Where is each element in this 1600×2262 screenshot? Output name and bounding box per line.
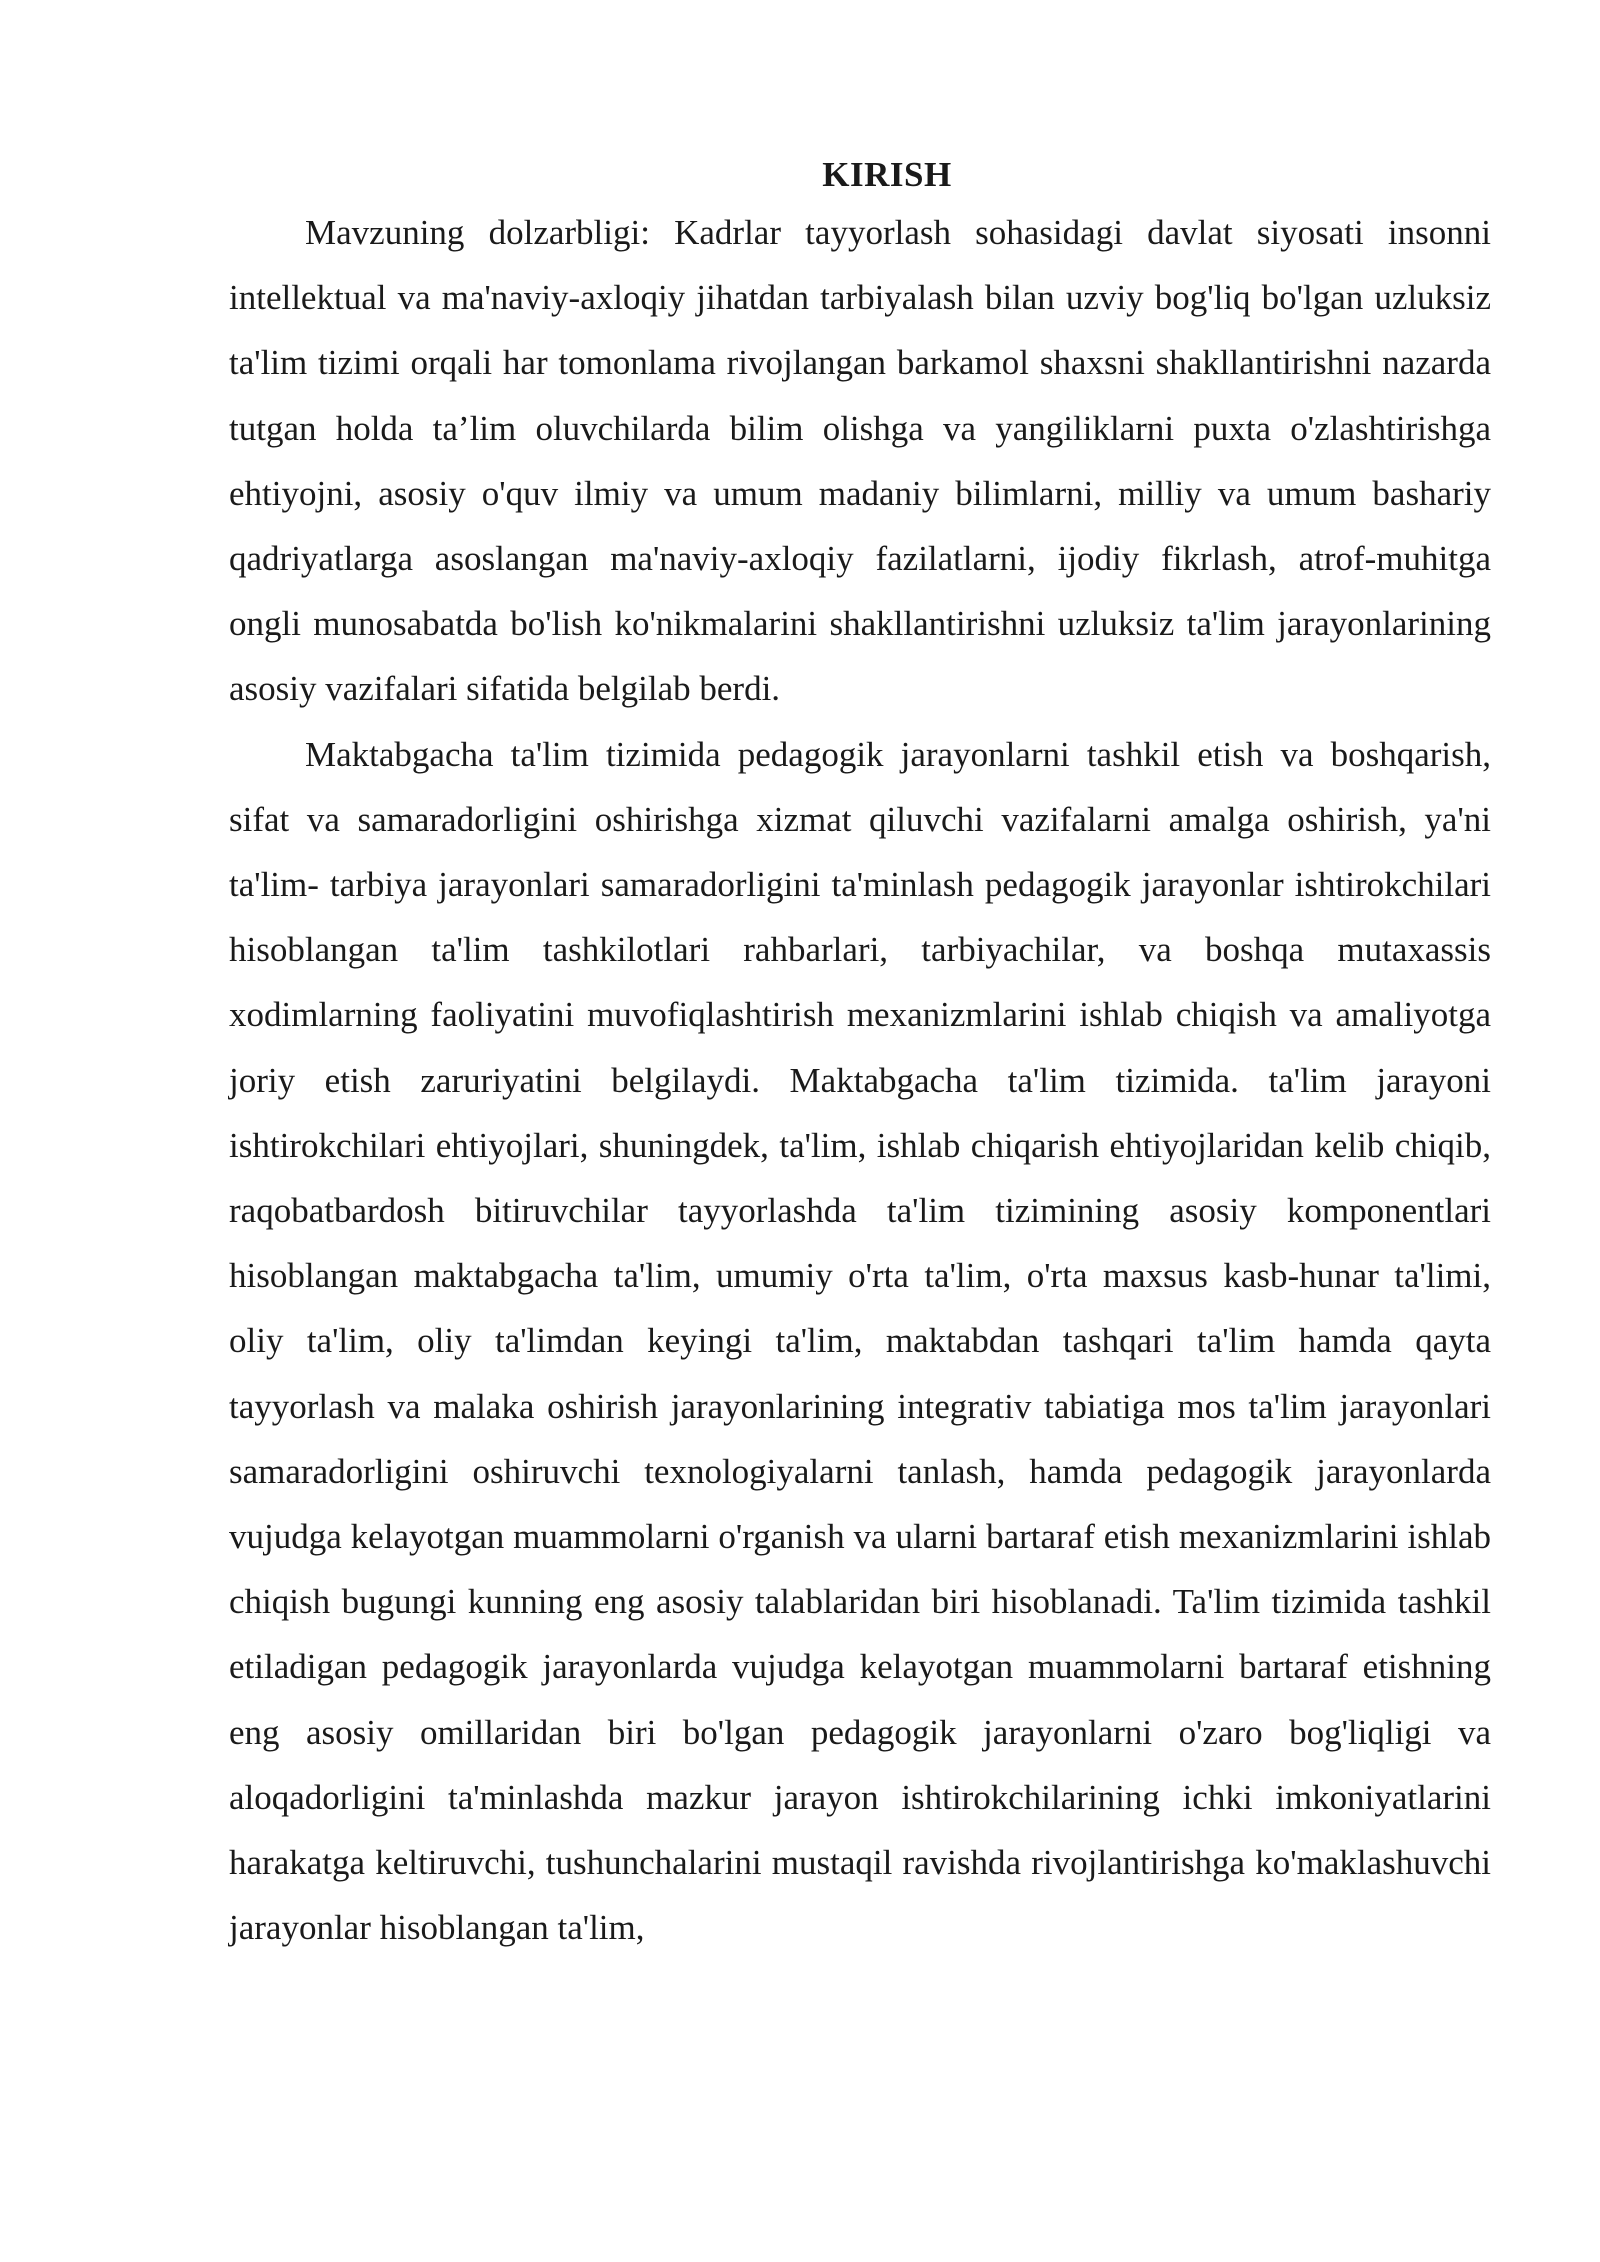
page-title: KIRISH [822, 155, 952, 194]
document-body [229, 150, 1491, 1960]
paragraph-relevance: Mavzuning dolzarbligi: Kadrlar tayyorlash sohasidagi davlat siyosati insonni intellektual va ma'naviy-axloqiy jihatdan tarbiyalash bilan uzviy bog'liq bo'lgan uzluksiz ta'lim tizimi orqali har tomonlama rivojlangan barkamol shaxsni shakllantirishni nazarda tutgan holda ta’lim oluvchilarda bilim olishga va yangiliklarni puxta o'zlashtirishga ehtiyojni, asosiy o'quv ilmiy va umum madaniy bilimlarni, milliy va umum bashariy qadriyatlarga asoslangan ma'naviy-axloqiy fazilatlarni, ijodiy fikrlash, atrof-muhitga ongli munosabatda bo'lish ko'nikmalarini shakllantirishni uzluksiz ta'lim jarayonlarining asosiy vazifalari sifatida belgilab berdi. [229, 213, 1491, 709]
paragraph-preschool-education: Maktabgacha ta'lim tizimida pedagogik jarayonlarni tashkil etish va boshqarish, sifat va samaradorligini oshirishga xizmat qiluvchi vazifalarni amalga oshirish, ya'ni ta'lim- tarbiya jarayonlari samaradorligini ta'minlash pedagogik jarayonlar ishtirokchilari hisoblangan ta'lim tashkilotlari rahbarlari, tarbiyachilar, va boshqa mutaxassis xodimlarning faoliyatini muvofiqlashtirish mexanizmlarini ishlab chiqish va amaliyotga joriy etish zaruriyatini belgilaydi. Maktabgacha ta'lim tizimida. ta'lim jarayoni ishtirokchilari ehtiyojlari, shuningdek, ta'lim, ishlab chiqarish ehtiyojlaridan kelib chiqib, raqobatbardosh bitiruvchilar tayyorlashda ta'lim tizimining asosiy komponentlari hisoblangan maktabgacha ta'lim, umumiy o'rta ta'lim, o'rta maxsus kasb-hunar ta'limi, oliy ta'lim, oliy ta'limdan keyingi ta'lim, maktabdan tashqari ta'lim hamda qayta tayyorlash va malaka oshirish jarayonlarining integrativ tabiatiga mos ta'lim jarayonlari samaradorligini oshiruvchi texnologiyalarni tanlash, hamda pedagogik jarayonlarda vujudga kelayotgan muammolarni o'rganish va ularni bartaraf etish mexanizmlarini ishlab chiqish bugungi kunning eng asosiy talablaridan biri hisoblanadi. Ta'lim tizimida tashkil etiladigan pedagogik jarayonlarda vujudga kelayotgan muammolarni bartaraf etishning eng asosiy omillaridan biri bo'lgan pedagogik jarayonlarni o'zaro bog'liqligi va aloqadorligini ta'minlashda mazkur jarayon ishtirokchilarining ichki imkoniyatlarini harakatga keltiruvchi, tushunchalarini mustaqil ravishda rivojlantirishga ko'maklashuvchi jarayonlar hisoblangan ta'lim, [229, 734, 1491, 1948]
